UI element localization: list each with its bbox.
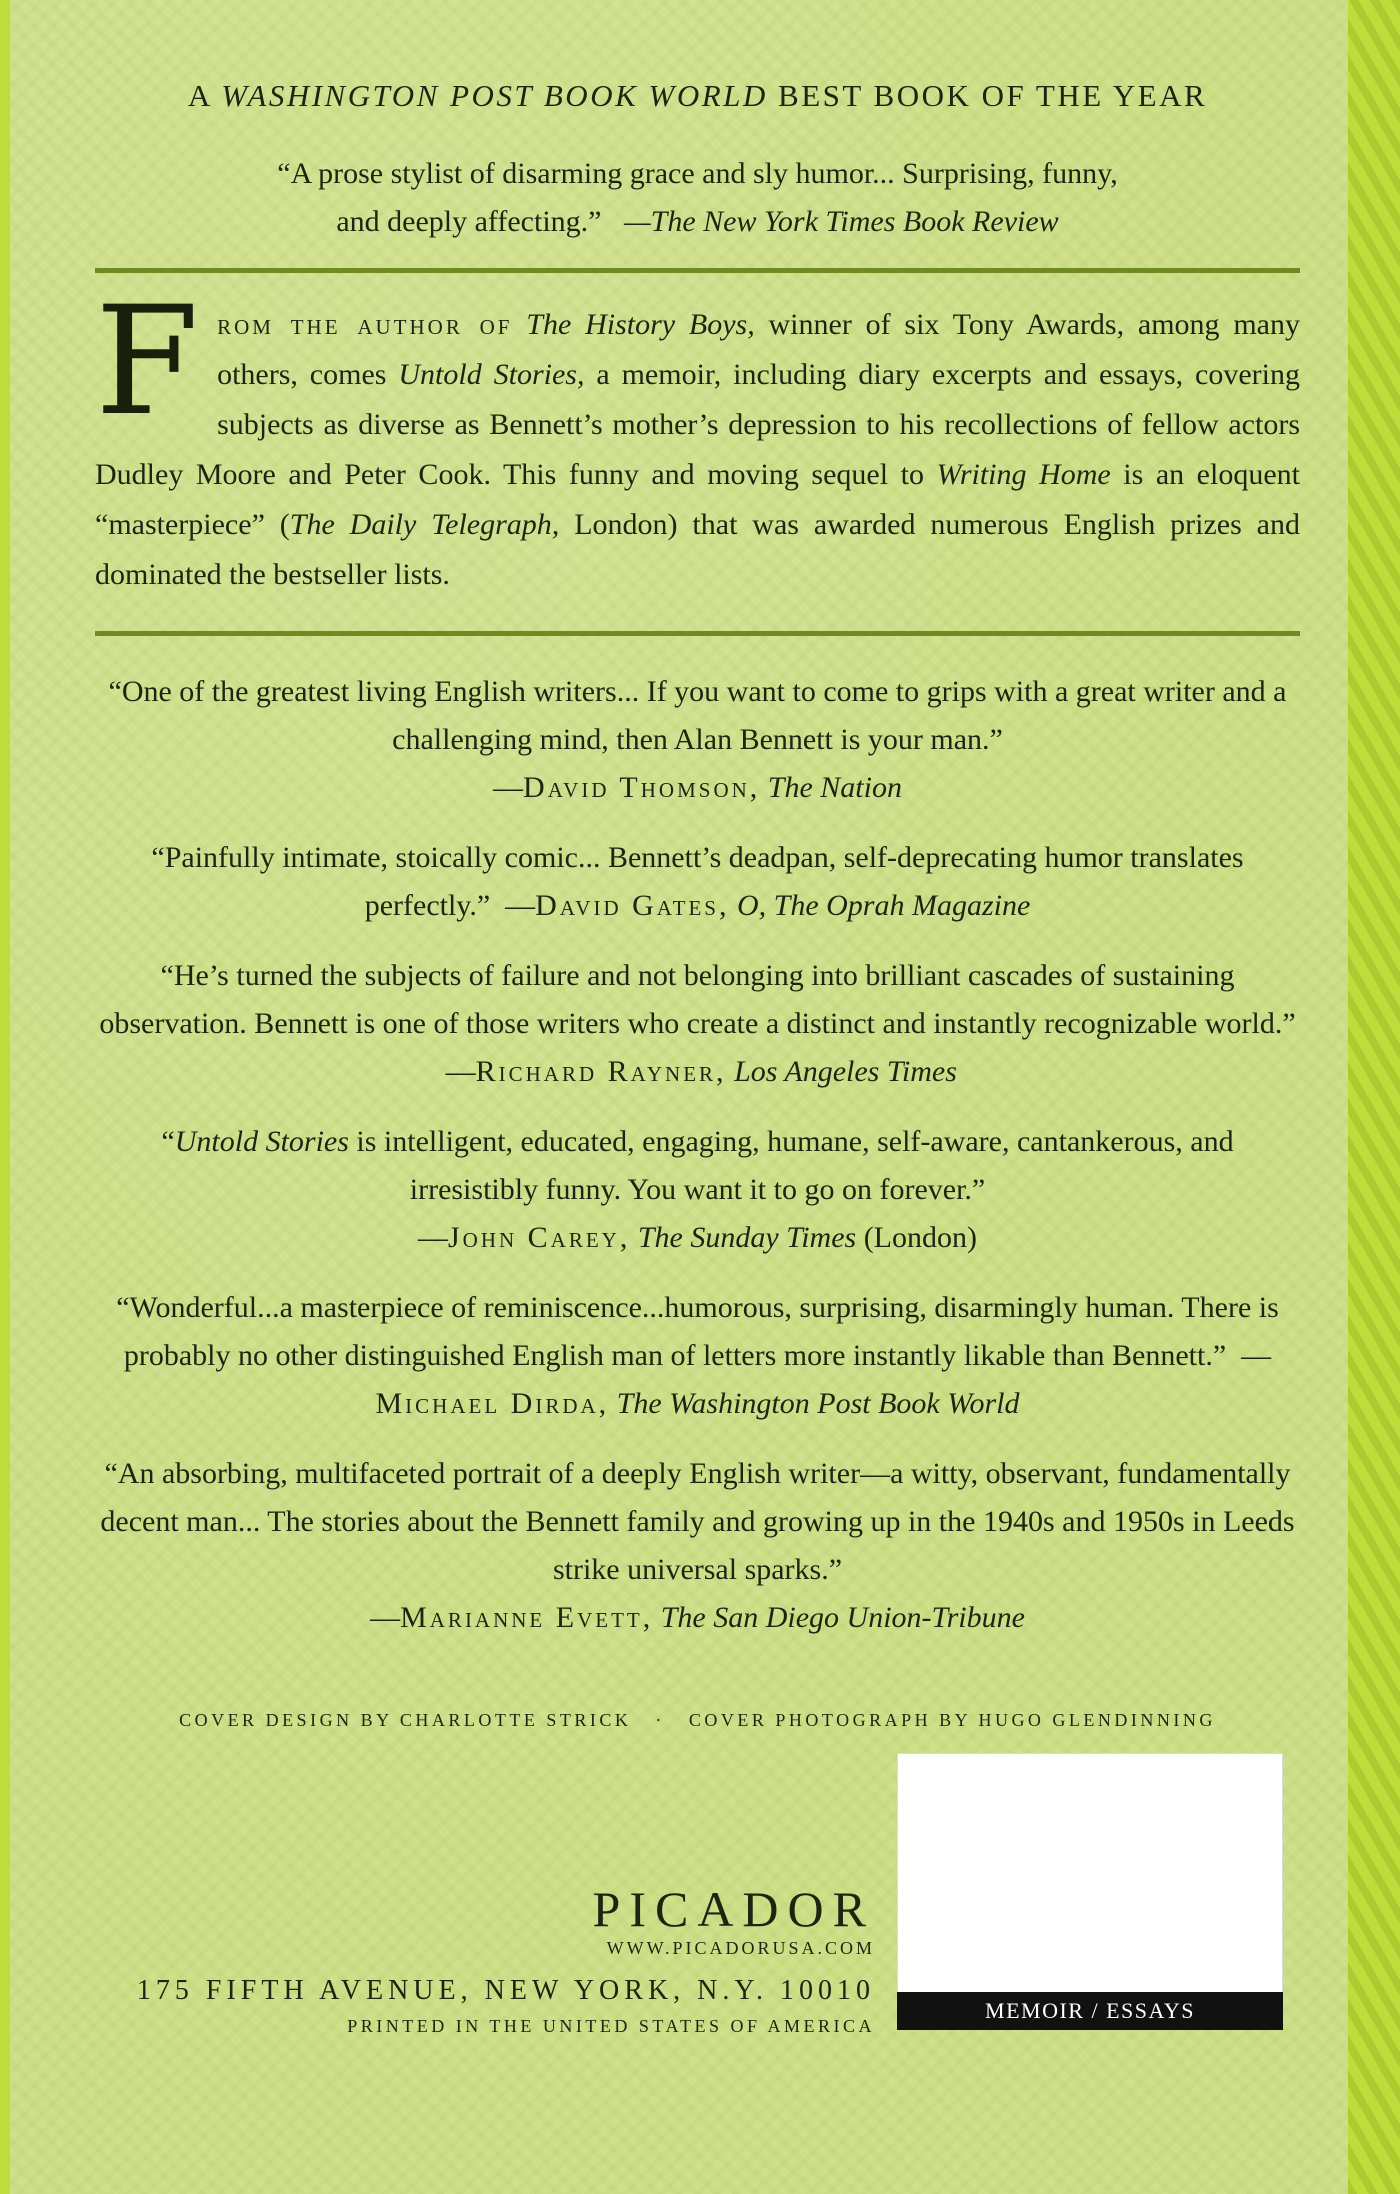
review-dash: —: [493, 771, 524, 804]
review-text: “Wonderful...a masterpiece of reminiscence...humorous, surprising, disarmingly human. There is probably no other distinguished English man of letters more instantly likable than Bennett.”: [116, 1291, 1279, 1372]
review-dash: —: [445, 1055, 476, 1088]
review-quote: “Untold Stories is intelligent, educated, engaging, humane, self-aware, cantankerous, and irresistibly funny. You want it to go on forever.” —John Carey, The Sunday Times (London): [161, 1125, 1234, 1254]
title-untold-stories: Untold Stories,: [398, 358, 585, 391]
award-line: [95, 78, 1300, 114]
right-pattern-strip: [1348, 0, 1400, 2194]
review-publication: The Nation: [767, 771, 902, 804]
review-text: “One of the greatest living English writers... If you want to come to grips with a great writer and a challenging mind, then Alan Bennett is your man.”: [108, 675, 1287, 756]
review-publication: Los Angeles Times: [734, 1055, 957, 1088]
top-quote-line-1: “A prose stylist of disarming grace and sly humor... Surprising, funny,: [277, 157, 1118, 190]
intro-text-1: winner of six Tony Awards, among many others, comes: [217, 308, 1301, 391]
top-quote-source: —The New York Times Book Review: [623, 205, 1059, 238]
divider-rule-top: [95, 268, 1300, 273]
award-publication: WASHINGTON POST BOOK WORLD: [221, 78, 768, 113]
review-dash: —: [417, 1221, 448, 1254]
cover-photo-credit: COVER PHOTOGRAPH BY HUGO GLENDINNING: [688, 1710, 1216, 1730]
intro-text-3: is an eloquent “masterpiece” (: [95, 458, 1300, 541]
review-author: John Carey,: [447, 1221, 631, 1254]
title-writing-home: Writing Home: [936, 458, 1111, 491]
review-publication: The Sunday Times: [637, 1221, 857, 1254]
review-quote: [95, 952, 1300, 1096]
review-title-italic: Untold Stories: [174, 1125, 349, 1158]
divider-rule-bottom: [95, 631, 1300, 636]
top-quote: [95, 150, 1300, 246]
review-text: is intelligent, educated, engaging, humane, self-aware, cantankerous, and irresistibly funny. You want it to go on forever.”: [348, 1125, 1234, 1206]
review-author: Michael Dirda,: [375, 1387, 610, 1420]
review-author: David Gates,: [535, 889, 730, 922]
publisher-name: PICADOR: [592, 1881, 875, 1937]
intro-text-2: a memoir, including diary excerpts and essays, covering subjects as diverse as Bennett’s mother’s depression to his recollections of fellow actors Dudley Moore and Peter Cook. This funny and moving sequel to: [95, 358, 1300, 491]
cover-credits: [95, 1710, 1300, 1731]
review-text: “An absorbing, multifaceted portrait of a deeply English writer—a witty, observant, fundamentally decent man... The stories about the Bennett family and growing up in the 1940s and 1950s in Leeds strike universal sparks.”: [100, 1457, 1295, 1586]
publisher-address: 175 FIFTH AVENUE, NEW YORK, N.Y. 10010: [136, 1975, 875, 2006]
category-label: MEMOIR / ESSAYS: [897, 1992, 1283, 2030]
left-pattern-strip: [0, 0, 10, 2194]
review-dash: —: [1241, 1339, 1272, 1372]
review-dash: —: [505, 889, 536, 922]
intro-paragraph: [95, 275, 1301, 600]
credit-separator: ·: [655, 1710, 665, 1730]
review-quotes: [95, 668, 1300, 1664]
publisher-url: WWW.PICADORUSA.COM: [606, 1938, 875, 1958]
review-text: “He’s turned the subjects of failure and not belonging into brilliant cascades of sustaining observation. Bennett is one of those writers who create a distinct and instantly recognizable world.”: [99, 959, 1296, 1040]
review-author: Marianne Evett,: [400, 1601, 654, 1634]
review-quote: [95, 668, 1300, 812]
review-publication: O, The Oprah Magazine: [736, 889, 1031, 922]
title-daily-telegraph: The Daily Telegraph,: [289, 508, 560, 541]
printed-in: PRINTED IN THE UNITED STATES OF AMERICA: [347, 2016, 875, 2036]
cover-design-credit: COVER DESIGN BY CHARLOTTE STRICK: [179, 1710, 632, 1730]
drop-cap: F: [95, 275, 200, 449]
intro-lead: rom the author of: [217, 308, 513, 341]
award-suffix: BEST BOOK OF THE YEAR: [778, 78, 1208, 113]
review-quote: [95, 834, 1300, 930]
review-publication: The Washington Post Book World: [616, 1387, 1020, 1420]
review-dash: —: [370, 1601, 401, 1634]
title-history-boys: The History Boys,: [526, 308, 755, 341]
review-author: Richard Rayner,: [475, 1055, 727, 1088]
review-text: “Painfully intimate, stoically comic... Bennett’s deadpan, self-deprecating humor translates perfectly.”: [151, 841, 1244, 922]
top-quote-line-2: and deeply affecting.”: [336, 205, 602, 238]
barcode-area: [897, 1753, 1283, 2030]
intro-text-4: London) that was awarded numerous English prizes and dominated the bestseller lists.: [95, 508, 1300, 591]
award-prefix: A: [187, 78, 211, 113]
review-quote: [95, 1284, 1300, 1428]
review-publication: The San Diego Union-Tribune: [660, 1601, 1025, 1634]
review-publication-extra: (London): [856, 1221, 977, 1254]
review-author: David Thomson,: [523, 771, 761, 804]
review-quote: [95, 1450, 1300, 1642]
